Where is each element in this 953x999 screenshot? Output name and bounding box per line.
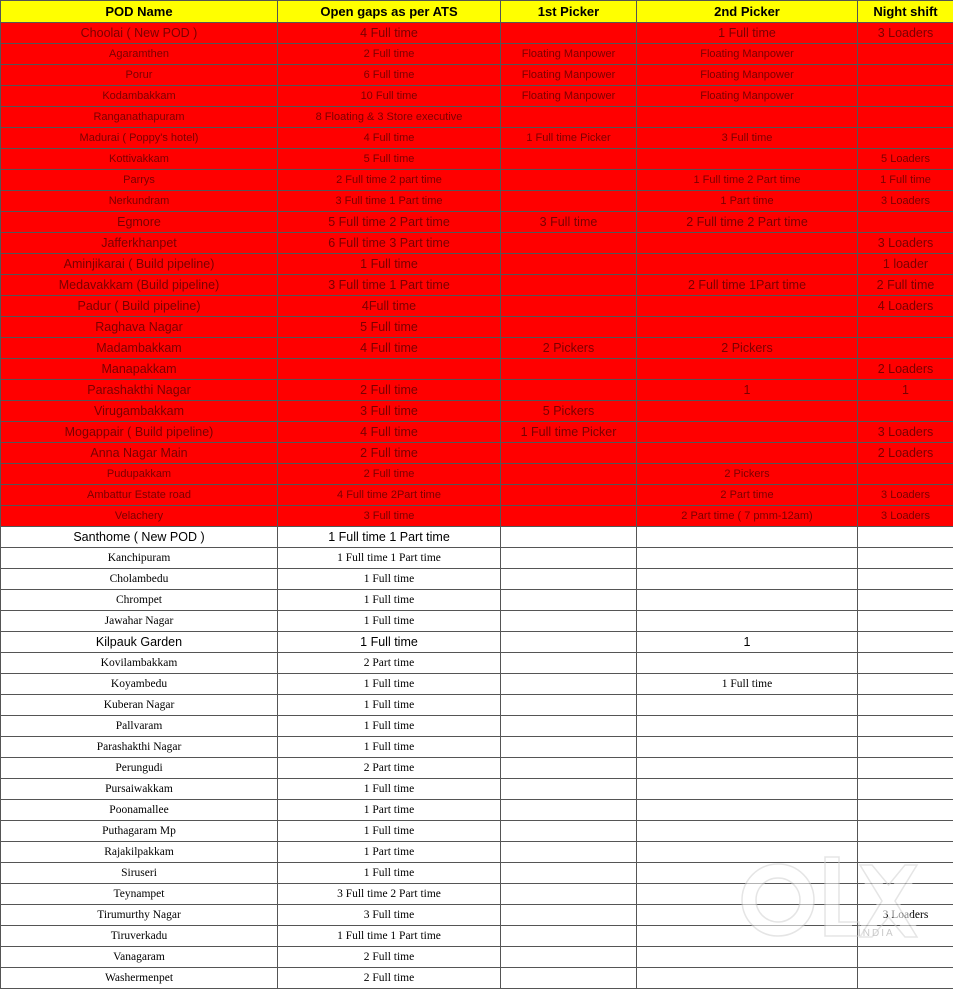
table-row xyxy=(1,233,953,254)
table-row xyxy=(1,107,953,128)
open-gaps-cell: 1 Full time xyxy=(278,716,501,737)
first-picker-cell xyxy=(501,233,637,254)
second-picker-cell xyxy=(637,947,858,968)
night-shift-cell xyxy=(858,107,953,128)
pod-name-cell: Koyambedu xyxy=(1,674,278,695)
first-picker-cell xyxy=(501,884,637,905)
night-shift-cell: 1 loader xyxy=(858,254,953,275)
night-shift-cell xyxy=(858,44,953,65)
second-picker-cell: 1 xyxy=(637,380,858,401)
night-shift-cell xyxy=(858,611,953,632)
table-row xyxy=(1,506,953,527)
second-picker-cell xyxy=(637,401,858,422)
first-picker-cell xyxy=(501,611,637,632)
table-row xyxy=(1,44,953,65)
first-picker-cell xyxy=(501,947,637,968)
second-picker-cell xyxy=(637,107,858,128)
table-row xyxy=(1,86,953,107)
pod-name-cell: Madambakkam xyxy=(1,338,278,359)
table-row xyxy=(1,695,953,716)
night-shift-cell xyxy=(858,548,953,569)
open-gaps-cell: 3 Full time 2 Part time xyxy=(278,884,501,905)
open-gaps-cell: 5 Full time 2 Part time xyxy=(278,212,501,233)
pod-name-cell: Washermenpet xyxy=(1,968,278,989)
open-gaps-cell: 1 Part time xyxy=(278,800,501,821)
night-shift-cell: 1 xyxy=(858,380,953,401)
night-shift-cell xyxy=(858,212,953,233)
second-picker-cell xyxy=(637,569,858,590)
table-row xyxy=(1,485,953,506)
open-gaps-cell: 1 Part time xyxy=(278,842,501,863)
first-picker-cell xyxy=(501,674,637,695)
table-row xyxy=(1,464,953,485)
table-row xyxy=(1,737,953,758)
second-picker-cell: 1 Full time 2 Part time xyxy=(637,170,858,191)
night-shift-cell xyxy=(858,338,953,359)
first-picker-cell: 2 Pickers xyxy=(501,338,637,359)
night-shift-cell xyxy=(858,65,953,86)
header-second-picker: 2nd Picker xyxy=(637,1,858,23)
second-picker-cell xyxy=(637,317,858,338)
pod-name-cell: Parrys xyxy=(1,170,278,191)
table-row xyxy=(1,170,953,191)
pod-name-cell: Raghava Nagar xyxy=(1,317,278,338)
pod-name-cell: Anna Nagar Main xyxy=(1,443,278,464)
pod-name-cell: Manapakkam xyxy=(1,359,278,380)
first-picker-cell xyxy=(501,590,637,611)
second-picker-cell xyxy=(637,905,858,926)
night-shift-cell xyxy=(858,947,953,968)
first-picker-cell: 1 Full time Picker xyxy=(501,128,637,149)
table-row xyxy=(1,359,953,380)
open-gaps-cell: 3 Full time xyxy=(278,506,501,527)
second-picker-cell: 2 Full time 2 Part time xyxy=(637,212,858,233)
second-picker-cell: Floating Manpower xyxy=(637,44,858,65)
night-shift-cell: 3 Loaders xyxy=(858,506,953,527)
pod-name-cell: Poonamallee xyxy=(1,800,278,821)
first-picker-cell xyxy=(501,527,637,548)
table-row xyxy=(1,443,953,464)
night-shift-cell: 3 Loaders xyxy=(858,485,953,506)
first-picker-cell xyxy=(501,548,637,569)
pod-name-cell: Santhome ( New POD ) xyxy=(1,527,278,548)
first-picker-cell: Floating Manpower xyxy=(501,86,637,107)
open-gaps-cell: 4 Full time xyxy=(278,422,501,443)
first-picker-cell xyxy=(501,569,637,590)
first-picker-cell xyxy=(501,695,637,716)
table-row xyxy=(1,296,953,317)
night-shift-cell xyxy=(858,401,953,422)
night-shift-cell: 3 Loaders xyxy=(858,905,953,926)
table-row xyxy=(1,716,953,737)
open-gaps-cell: 2 Full time xyxy=(278,968,501,989)
night-shift-cell xyxy=(858,716,953,737)
night-shift-cell: 3 Loaders xyxy=(858,422,953,443)
table-row xyxy=(1,65,953,86)
pod-name-cell: Puthagaram Mp xyxy=(1,821,278,842)
open-gaps-cell: 1 Full time xyxy=(278,611,501,632)
second-picker-cell xyxy=(637,926,858,947)
pod-name-cell: Vanagaram xyxy=(1,947,278,968)
second-picker-cell xyxy=(637,863,858,884)
open-gaps-cell: 8 Floating & 3 Store executive xyxy=(278,107,501,128)
second-picker-cell xyxy=(637,233,858,254)
second-picker-cell xyxy=(637,842,858,863)
first-picker-cell xyxy=(501,821,637,842)
pod-name-cell: Kottivakkam xyxy=(1,149,278,170)
first-picker-cell xyxy=(501,926,637,947)
pod-name-cell: Kilpauk Garden xyxy=(1,632,278,653)
header-first-picker: 1st Picker xyxy=(501,1,637,23)
open-gaps-cell xyxy=(278,359,501,380)
first-picker-cell: 3 Full time xyxy=(501,212,637,233)
pod-name-cell: Virugambakkam xyxy=(1,401,278,422)
table-row xyxy=(1,758,953,779)
first-picker-cell xyxy=(501,842,637,863)
open-gaps-cell: 2 Full time xyxy=(278,44,501,65)
open-gaps-cell: 4Full time xyxy=(278,296,501,317)
pod-name-cell: Kodambakkam xyxy=(1,86,278,107)
header-night-shift: Night shift xyxy=(858,1,953,23)
night-shift-cell: 2 Loaders xyxy=(858,443,953,464)
open-gaps-cell: 1 Full time xyxy=(278,674,501,695)
pod-name-cell: Teynampet xyxy=(1,884,278,905)
first-picker-cell: Floating Manpower xyxy=(501,65,637,86)
table-row xyxy=(1,317,953,338)
night-shift-cell xyxy=(858,821,953,842)
first-picker-cell xyxy=(501,275,637,296)
night-shift-cell xyxy=(858,884,953,905)
pod-name-cell: Ambattur Estate road xyxy=(1,485,278,506)
night-shift-cell xyxy=(858,968,953,989)
first-picker-cell xyxy=(501,443,637,464)
night-shift-cell: 3 Loaders xyxy=(858,23,953,44)
night-shift-cell: 3 Loaders xyxy=(858,191,953,212)
open-gaps-cell: 3 Full time xyxy=(278,401,501,422)
table-row xyxy=(1,947,953,968)
open-gaps-cell: 6 Full time 3 Part time xyxy=(278,233,501,254)
pod-name-cell: Jafferkhanpet xyxy=(1,233,278,254)
open-gaps-cell: 6 Full time xyxy=(278,65,501,86)
second-picker-cell: 1 Full time xyxy=(637,23,858,44)
first-picker-cell xyxy=(501,632,637,653)
night-shift-cell xyxy=(858,674,953,695)
header-open-gaps: Open gaps as per ATS xyxy=(278,1,501,23)
pod-name-cell: Medavakkam (Build pipeline) xyxy=(1,275,278,296)
table-row xyxy=(1,674,953,695)
first-picker-cell xyxy=(501,779,637,800)
night-shift-cell: 4 Loaders xyxy=(858,296,953,317)
second-picker-cell xyxy=(637,779,858,800)
open-gaps-cell: 1 Full time xyxy=(278,737,501,758)
pod-name-cell: Kanchipuram xyxy=(1,548,278,569)
night-shift-cell xyxy=(858,632,953,653)
first-picker-cell: 1 Full time Picker xyxy=(501,422,637,443)
pod-name-cell: Jawahar Nagar xyxy=(1,611,278,632)
pod-name-cell: Parashakthi Nagar xyxy=(1,380,278,401)
pod-name-cell: Rajakilpakkam xyxy=(1,842,278,863)
pod-name-cell: Kuberan Nagar xyxy=(1,695,278,716)
table-row xyxy=(1,128,953,149)
pod-name-cell: Choolai ( New POD ) xyxy=(1,23,278,44)
open-gaps-cell: 10 Full time xyxy=(278,86,501,107)
second-picker-cell xyxy=(637,968,858,989)
open-gaps-cell: 1 Full time xyxy=(278,821,501,842)
open-gaps-cell: 2 Full time 2 part time xyxy=(278,170,501,191)
table-row xyxy=(1,800,953,821)
first-picker-cell xyxy=(501,254,637,275)
table-row xyxy=(1,590,953,611)
open-gaps-cell: 1 Full time xyxy=(278,632,501,653)
open-gaps-cell: 2 Full time xyxy=(278,947,501,968)
second-picker-cell xyxy=(637,800,858,821)
pod-name-cell: Cholambedu xyxy=(1,569,278,590)
first-picker-cell xyxy=(501,107,637,128)
open-gaps-cell: 5 Full time xyxy=(278,149,501,170)
open-gaps-cell: 4 Full time xyxy=(278,128,501,149)
open-gaps-cell: 2 Part time xyxy=(278,653,501,674)
pod-name-cell: Perungudi xyxy=(1,758,278,779)
pod-name-cell: Porur xyxy=(1,65,278,86)
first-picker-cell xyxy=(501,863,637,884)
night-shift-cell: 1 Full time xyxy=(858,170,953,191)
table-row xyxy=(1,422,953,443)
first-picker-cell xyxy=(501,968,637,989)
open-gaps-cell: 2 Full time xyxy=(278,443,501,464)
pod-name-cell: Tiruverkadu xyxy=(1,926,278,947)
second-picker-cell xyxy=(637,359,858,380)
table-row xyxy=(1,23,953,44)
first-picker-cell xyxy=(501,905,637,926)
first-picker-cell xyxy=(501,653,637,674)
pod-name-cell: Egmore xyxy=(1,212,278,233)
night-shift-cell xyxy=(858,464,953,485)
second-picker-cell xyxy=(637,149,858,170)
first-picker-cell xyxy=(501,716,637,737)
open-gaps-cell: 3 Full time 1 Part time xyxy=(278,191,501,212)
night-shift-cell: 2 Loaders xyxy=(858,359,953,380)
second-picker-cell: Floating Manpower xyxy=(637,86,858,107)
open-gaps-cell: 4 Full time 2Part time xyxy=(278,485,501,506)
first-picker-cell xyxy=(501,296,637,317)
table-row xyxy=(1,212,953,233)
open-gaps-cell: 1 Full time xyxy=(278,590,501,611)
table-body xyxy=(1,23,953,989)
second-picker-cell xyxy=(637,590,858,611)
second-picker-cell xyxy=(637,611,858,632)
table-row xyxy=(1,863,953,884)
table-row xyxy=(1,611,953,632)
second-picker-cell: Floating Manpower xyxy=(637,65,858,86)
pod-name-cell: Padur ( Build pipeline) xyxy=(1,296,278,317)
open-gaps-cell: 1 Full time xyxy=(278,695,501,716)
first-picker-cell xyxy=(501,317,637,338)
pod-name-cell: Aminjikarai ( Build pipeline) xyxy=(1,254,278,275)
night-shift-cell xyxy=(858,758,953,779)
pod-name-cell: Pudupakkam xyxy=(1,464,278,485)
pod-name-cell: Mogappair ( Build pipeline) xyxy=(1,422,278,443)
open-gaps-cell: 1 Full time 1 Part time xyxy=(278,548,501,569)
second-picker-cell xyxy=(637,653,858,674)
first-picker-cell xyxy=(501,485,637,506)
pod-name-cell: Tirumurthy Nagar xyxy=(1,905,278,926)
table-row xyxy=(1,401,953,422)
second-picker-cell: 3 Full time xyxy=(637,128,858,149)
open-gaps-cell: 2 Full time xyxy=(278,380,501,401)
second-picker-cell: 2 Part time xyxy=(637,485,858,506)
second-picker-cell: 1 xyxy=(637,632,858,653)
second-picker-cell xyxy=(637,254,858,275)
first-picker-cell: Floating Manpower xyxy=(501,44,637,65)
pod-name-cell: Siruseri xyxy=(1,863,278,884)
pod-name-cell: Pallvaram xyxy=(1,716,278,737)
table-row xyxy=(1,569,953,590)
second-picker-cell xyxy=(637,548,858,569)
table-row xyxy=(1,275,953,296)
open-gaps-cell: 2 Part time xyxy=(278,758,501,779)
first-picker-cell xyxy=(501,464,637,485)
second-picker-cell xyxy=(637,527,858,548)
watermark-sub-label: INDIA xyxy=(858,928,895,939)
first-picker-cell xyxy=(501,170,637,191)
header-row xyxy=(1,1,953,23)
table-row xyxy=(1,527,953,548)
second-picker-cell xyxy=(637,884,858,905)
first-picker-cell xyxy=(501,380,637,401)
table-row xyxy=(1,632,953,653)
open-gaps-cell: 1 Full time 1 Part time xyxy=(278,527,501,548)
table-row xyxy=(1,254,953,275)
table-row xyxy=(1,779,953,800)
second-picker-cell: 2 Full time 1Part time xyxy=(637,275,858,296)
table-row xyxy=(1,191,953,212)
pod-name-cell: Chrompet xyxy=(1,590,278,611)
open-gaps-cell: 2 Full time xyxy=(278,464,501,485)
second-picker-cell: 1 Full time xyxy=(637,674,858,695)
second-picker-cell xyxy=(637,758,858,779)
first-picker-cell xyxy=(501,359,637,380)
open-gaps-cell: 3 Full time xyxy=(278,905,501,926)
open-gaps-cell: 1 Full time xyxy=(278,863,501,884)
second-picker-cell: 2 Pickers xyxy=(637,338,858,359)
table-row xyxy=(1,926,953,947)
table-row xyxy=(1,149,953,170)
table-row xyxy=(1,380,953,401)
header-pod-name: POD Name xyxy=(1,1,278,23)
open-gaps-cell: 1 Full time xyxy=(278,569,501,590)
night-shift-cell xyxy=(858,800,953,821)
second-picker-cell xyxy=(637,821,858,842)
table-row xyxy=(1,842,953,863)
night-shift-cell xyxy=(858,569,953,590)
table-row xyxy=(1,821,953,842)
night-shift-cell xyxy=(858,737,953,758)
open-gaps-cell: 1 Full time xyxy=(278,254,501,275)
open-gaps-cell: 1 Full time 1 Part time xyxy=(278,926,501,947)
open-gaps-cell: 5 Full time xyxy=(278,317,501,338)
second-picker-cell xyxy=(637,443,858,464)
first-picker-cell xyxy=(501,737,637,758)
first-picker-cell xyxy=(501,149,637,170)
night-shift-cell xyxy=(858,527,953,548)
night-shift-cell xyxy=(858,653,953,674)
pod-name-cell: Nerkundram xyxy=(1,191,278,212)
pod-name-cell: Agaramthen xyxy=(1,44,278,65)
first-picker-cell xyxy=(501,191,637,212)
night-shift-cell xyxy=(858,779,953,800)
table-row xyxy=(1,968,953,989)
night-shift-cell xyxy=(858,86,953,107)
night-shift-cell xyxy=(858,317,953,338)
pod-name-cell: Parashakthi Nagar xyxy=(1,737,278,758)
first-picker-cell xyxy=(501,800,637,821)
second-picker-cell xyxy=(637,695,858,716)
second-picker-cell xyxy=(637,422,858,443)
open-gaps-cell: 1 Full time xyxy=(278,779,501,800)
night-shift-cell: 5 Loaders xyxy=(858,149,953,170)
second-picker-cell: 2 Part time ( 7 pmm-12am) xyxy=(637,506,858,527)
table-row xyxy=(1,905,953,926)
open-gaps-cell: 3 Full time 1 Part time xyxy=(278,275,501,296)
second-picker-cell: 2 Pickers xyxy=(637,464,858,485)
pod-name-cell: Madurai ( Poppy's hotel) xyxy=(1,128,278,149)
second-picker-cell xyxy=(637,296,858,317)
night-shift-cell xyxy=(858,695,953,716)
pod-name-cell: Ranganathapuram xyxy=(1,107,278,128)
table-row xyxy=(1,884,953,905)
open-gaps-cell: 4 Full time xyxy=(278,23,501,44)
second-picker-cell xyxy=(637,716,858,737)
second-picker-cell xyxy=(637,737,858,758)
open-gaps-cell: 4 Full time xyxy=(278,338,501,359)
first-picker-cell xyxy=(501,23,637,44)
pod-name-cell: Velachery xyxy=(1,506,278,527)
table-row xyxy=(1,548,953,569)
first-picker-cell xyxy=(501,506,637,527)
night-shift-cell xyxy=(858,842,953,863)
table-row xyxy=(1,338,953,359)
first-picker-cell: 5 Pickers xyxy=(501,401,637,422)
night-shift-cell: 3 Loaders xyxy=(858,233,953,254)
first-picker-cell xyxy=(501,758,637,779)
second-picker-cell: 1 Part time xyxy=(637,191,858,212)
table-row xyxy=(1,653,953,674)
night-shift-cell xyxy=(858,128,953,149)
night-shift-cell xyxy=(858,590,953,611)
pod-name-cell: Kovilambakkam xyxy=(1,653,278,674)
night-shift-cell: 2 Full time xyxy=(858,275,953,296)
pod-name-cell: Pursaiwakkam xyxy=(1,779,278,800)
night-shift-cell xyxy=(858,863,953,884)
